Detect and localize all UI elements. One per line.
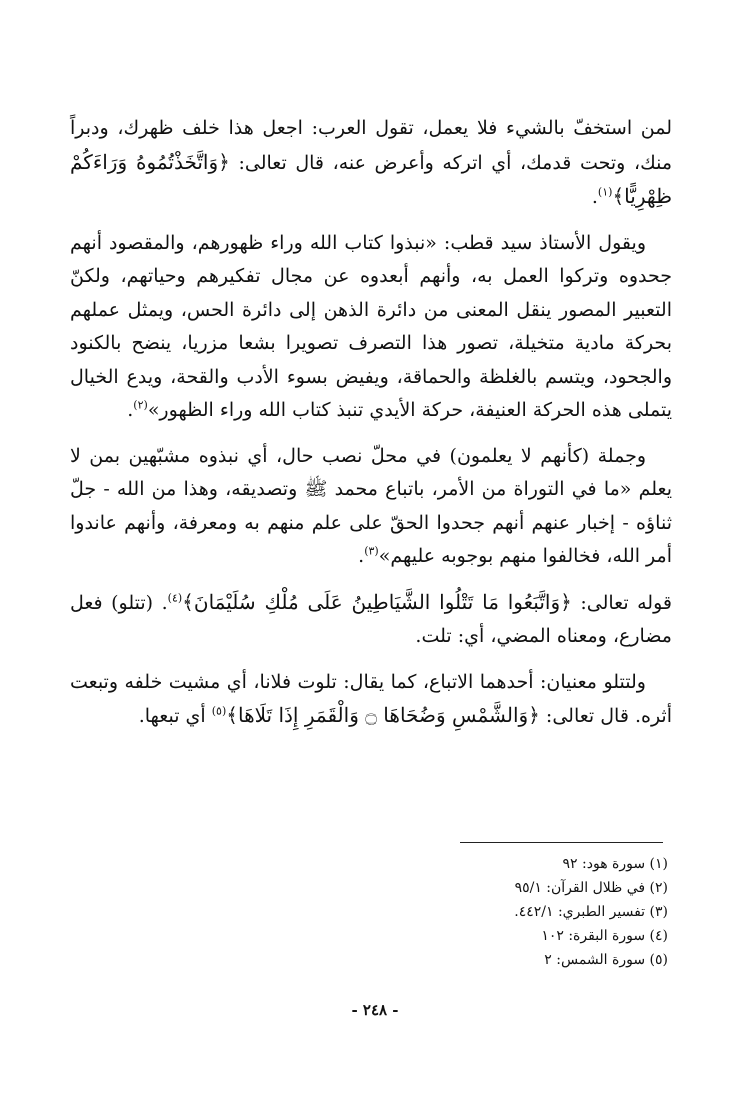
footnote-divider bbox=[460, 842, 663, 843]
paragraph-4 bbox=[70, 586, 672, 654]
paragraph-text: قوله تعالى: bbox=[571, 591, 672, 614]
paragraph-5 bbox=[70, 666, 672, 734]
paragraph-text: أي تبعها. bbox=[138, 705, 212, 727]
paragraph-text: وجملة (كأنهم لا يعلمون) في محلّ نصب حال، أي نبذوه مشبّهين بمن لا يعلم «ما في التوراة من الأمر، باتباع محمد ﷺ وتصديقه، وهذا من الله - جلّ ثناؤه - إخبار عنهم أنهم جحدوا الحقّ على علم منهم به ومعرفة، وأنهم عاندوا أمر الله، فخالفوا منهم بوجوبه عليهم» bbox=[70, 444, 672, 567]
quran-verse: ﴿وَالشَّمْسِ وَضُحَاهَا ۝ وَالْقَمَرِ إِذَا تَلَاهَا﴾ bbox=[226, 703, 540, 727]
paragraph-1 bbox=[70, 112, 672, 215]
footnote-2: (٢) في ظلال القرآن: ٩٥/١ bbox=[514, 880, 668, 896]
paragraph-text: ولتتلو معنيان: أحدهما الاتباع، كما يقال: تلوت فلانا، أي مشيت خلفه وتبعت أثره. قال تعالى: bbox=[70, 670, 672, 727]
footnote-marker: (١) bbox=[597, 185, 613, 199]
footnote-1: (١) سورة هود: ٩٢ bbox=[562, 856, 668, 872]
main-text bbox=[70, 112, 672, 746]
paragraph-text: . (تتلو) فعل مضارع، ومعناه المضي، أي: تلت. bbox=[70, 591, 672, 647]
quran-verse: ﴿وَاتَّخَذْتُمُوهُ وَرَاءَكُمْ ظِهْرِيًّا﴾ bbox=[70, 149, 672, 208]
paragraph-text: . bbox=[127, 399, 134, 421]
page-number: - ٢٤٨ - bbox=[351, 1001, 399, 1019]
quran-verse: ﴿وَاتَّبَعُوا مَا تَتْلُوا الشَّيَاطِينُ عَلَى مُلْكِ سُلَيْمَانَ﴾ bbox=[182, 589, 572, 614]
footnote-marker: (٣) bbox=[364, 544, 379, 558]
footnote-marker: (٤) bbox=[167, 591, 183, 605]
paragraph-text: . bbox=[591, 186, 598, 208]
paragraph-text: ويقول الأستاذ سيد قطب: «نبذوا كتاب الله وراء ظهورهم، والمقصود أنهم جحدوه وتركوا العمل به، وأنهم أبعدوه عن مجال تفكيرهم وحياتهم، ولكنّ التعبير المصور ينقل المعنى من دائرة الذهن إلى دائرة الحس، ويمثل عملهم بحركة مادية متخيلة، تصور هذا التصرف تصويرا بشعا مزريا، ينضح بالكنود والجحود، ويتسم بالغلظة والحماقة، ويفيض بسوء الأدب والقحة، ويدع الخيال يتملى هذه الحركة العنيفة، حركة الأيدي تنبذ كتاب الله وراء الظهور» bbox=[70, 231, 672, 421]
paragraph-3 bbox=[70, 440, 672, 574]
footnotes-list bbox=[200, 852, 668, 972]
paragraph-2 bbox=[70, 227, 672, 428]
footnote-5: (٥) سورة الشمس: ٢ bbox=[544, 952, 668, 968]
paragraph-text: لمن استخفّ بالشيء فلا يعمل، تقول العرب: اجعل هذا خلف ظهرك، ودبراً منك، وتحت قدمك، أي اتركه وأعرض عنه، قال تعالى: bbox=[70, 117, 672, 174]
footnote-4: (٤) سورة البقرة: ١٠٢ bbox=[541, 928, 668, 944]
footnote-3: (٣) تفسير الطبري: ٤٤٢/١. bbox=[514, 904, 668, 920]
footnote-marker: (٥) bbox=[211, 704, 227, 718]
paragraph-text: . bbox=[358, 545, 365, 567]
footnote-marker: (٢) bbox=[133, 398, 148, 412]
